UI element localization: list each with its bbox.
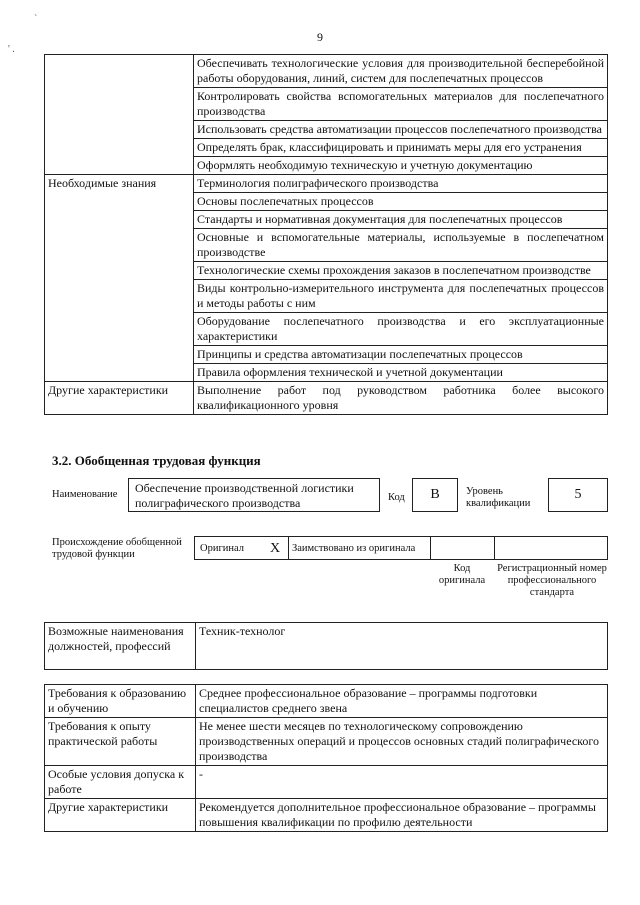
table-cell: Терминология полиграфического производства — [194, 175, 608, 193]
table-row — [45, 766, 608, 799]
row-label: Особые условия допуска к работе — [45, 766, 196, 799]
table-cell: Принципы и средства автоматизации послепечатных процессов — [194, 346, 608, 364]
row-label: Требования к опыту практической работы — [45, 718, 196, 766]
row-label: Возможные наименования должностей, профессий — [45, 623, 196, 670]
table-cell: Рекомендуется дополнительное профессиональное образование – программы повышения квалификации по профилю деятельности — [196, 799, 608, 832]
table-cell: Обеспечивать технологические условия для производительной бесперебойной работы оборудования, линий, систем для послепечатных процессов — [194, 55, 608, 88]
original-mark: X — [270, 541, 281, 556]
cell-divider — [288, 536, 289, 560]
borrowed-label: Заимствовано из оригинала — [292, 543, 416, 554]
table-cell: Техник-технолог — [196, 623, 608, 670]
requirements-table — [44, 684, 608, 832]
table-cell: Среднее профессиональное образование – программы подготовки специалистов среднего звена — [196, 685, 608, 718]
table-cell: Оформлять необходимую техническую и учетную документацию — [194, 157, 608, 175]
scan-speck: ' . — [8, 44, 15, 55]
table-cell: Оборудование послепечатного производства и его эксплуатационные характеристики — [194, 313, 608, 346]
row-label: Другие характеристики — [45, 799, 196, 832]
table-row — [45, 623, 608, 670]
table-row — [45, 685, 608, 718]
section-heading: 3.2. Обобщенная трудовая функция — [52, 453, 261, 468]
name-label: Наименование — [52, 489, 118, 500]
table-cell: Основные и вспомогательные материалы, используемые в послепечатном производстве — [194, 229, 608, 262]
page-number: 9 — [317, 30, 323, 44]
code-caption: Код оригинала — [438, 563, 486, 586]
table-cell: Определять брак, классифицировать и принимать меры для его устранения — [194, 139, 608, 157]
row-label: Требования к образованию и обучению — [45, 685, 196, 718]
table-cell: Основы послепечатных процессов — [194, 193, 608, 211]
original-label: Оригинал — [200, 543, 244, 554]
table-row — [45, 799, 608, 832]
table-cell: - — [196, 766, 608, 799]
table-row — [45, 55, 608, 88]
table-cell: Стандарты и нормативная документация для послепечатных процессов — [194, 211, 608, 229]
reg-number-caption: Регистрационный номер профессионального стандарта — [497, 563, 607, 598]
table-cell: Не менее шести месяцев по технологическому сопровождению производственных операций и процессов основных стадий полиграфического производства — [196, 718, 608, 766]
table-cell: Виды контрольно-измерительного инструмента для послепечатных процессов и методы работы с ним — [194, 280, 608, 313]
row-label: Другие характеристики — [45, 382, 194, 415]
row-label — [45, 55, 194, 175]
cell-divider — [494, 536, 495, 560]
table-cell: Использовать средства автоматизации процессов послепечатного производства — [194, 121, 608, 139]
function-name-value: Обеспечение производственной логистики полиграфического производства — [128, 478, 380, 512]
table-row — [45, 382, 608, 415]
table-cell: Правила оформления технической и учетной документации — [194, 364, 608, 382]
cell-divider — [430, 536, 431, 560]
table-row — [45, 718, 608, 766]
positions-table — [44, 622, 608, 670]
table-row — [45, 175, 608, 193]
origin-label: Происхождение обобщенной трудовой функции — [52, 537, 182, 560]
skills-knowledge-table — [44, 54, 608, 415]
code-label: Код — [388, 492, 405, 503]
table-cell: Выполнение работ под руководством работника более высокого квалификационного уровня — [194, 382, 608, 415]
table-cell: Технологические схемы прохождения заказов в послепечатном производстве — [194, 262, 608, 280]
level-value: 5 — [548, 478, 608, 512]
row-label: Необходимые знания — [45, 175, 194, 382]
table-cell: Контролировать свойства вспомогательных материалов для послепечатного производства — [194, 88, 608, 121]
level-label: Уровень квалификации — [466, 486, 531, 509]
code-value: В — [412, 478, 458, 512]
scan-speck: ` — [34, 14, 38, 25]
